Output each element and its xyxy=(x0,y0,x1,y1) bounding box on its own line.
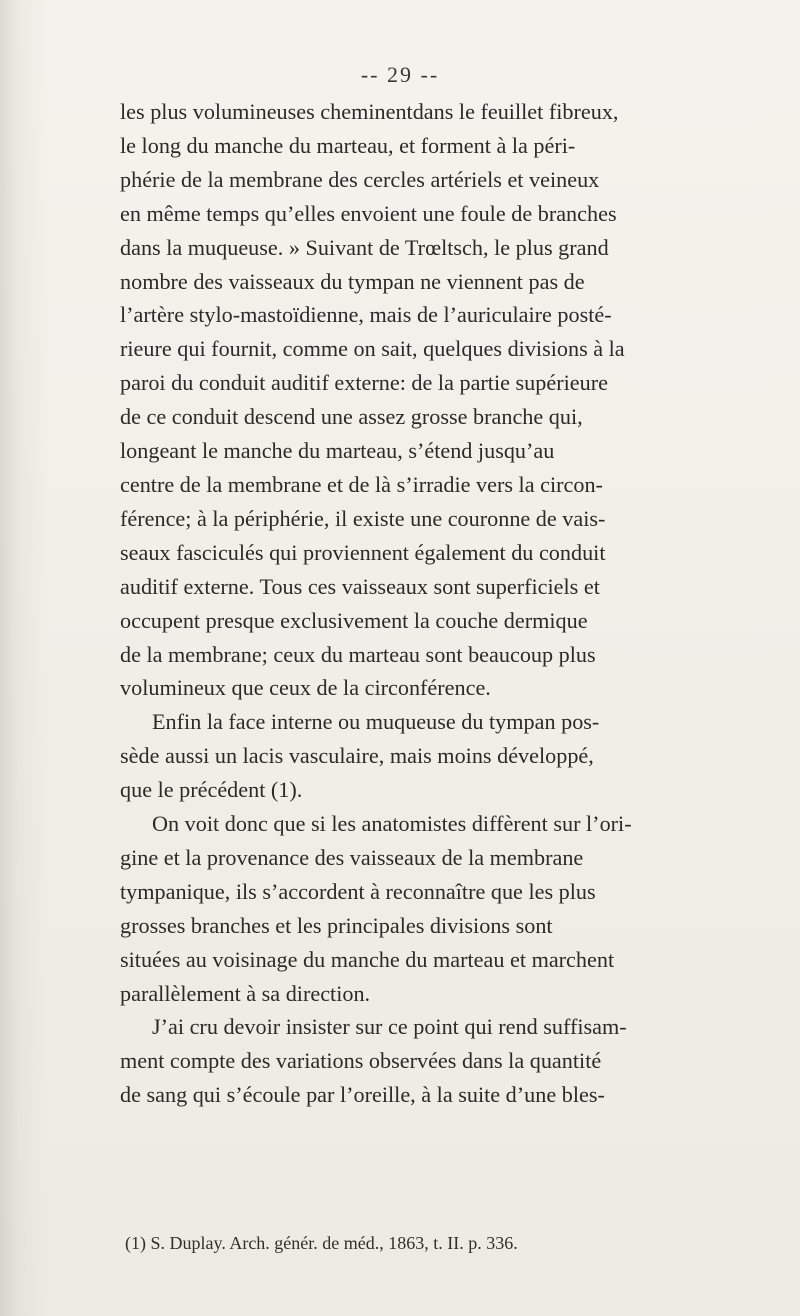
text-line: de ce conduit descend une assez grosse branche qui, xyxy=(120,404,583,430)
text-line: de sang qui s’écoule par l’oreille, à la suite d’une bles- xyxy=(120,1082,605,1108)
text-line: centre de la membrane et de là s’irradie vers la circon- xyxy=(120,471,603,497)
text-line: auditif externe. Tous ces vaisseaux sont superficiels et xyxy=(120,573,600,599)
paragraph-start-line: Enfin la face interne ou muqueuse du tympan pos- xyxy=(152,709,600,735)
text-line: longeant le manche du marteau, s’étend jusqu’au xyxy=(120,438,555,464)
text-line: rieure qui fournit, comme on sait, quelques divisions à la xyxy=(120,336,625,362)
text-line: le long du manche du marteau, et forment à la péri- xyxy=(120,132,576,158)
text-line: nombre des vaisseaux du tympan ne viennent pas de xyxy=(120,268,585,294)
text-line: tympanique, ils s’accordent à reconnaître que les plus xyxy=(120,878,596,904)
text-line: dans la muqueuse. » Suivant de Trœltsch, le plus grand xyxy=(120,234,609,260)
footnote: (1) S. Duplay. Arch. génér. de méd., 1863, t. II. p. 336. xyxy=(125,1233,518,1253)
text-line: situées au voisinage du manche du marteau et marchent xyxy=(120,946,615,972)
text-line: sède aussi un lacis vasculaire, mais moins développé, xyxy=(120,743,594,769)
text-line: en même temps qu’elles envoient une foule de branches xyxy=(120,200,617,226)
text-line: ment compte des variations observées dans la quantité xyxy=(120,1048,602,1074)
text-line: grosses branches et les principales divisions sont xyxy=(120,912,553,938)
text-line: phérie de la membrane des cercles artériels et veineux xyxy=(120,166,600,192)
text-line: que le précédent (1). xyxy=(120,777,303,803)
paragraph-start-line: On voit donc que si les anatomistes diffèrent sur l’ori- xyxy=(152,811,632,837)
text-line: parallèlement à sa direction. xyxy=(120,980,371,1006)
text-line: occupent presque exclusivement la couche dermique xyxy=(120,607,588,633)
text-line: férence; à la périphérie, il existe une couronne de vais- xyxy=(120,505,606,531)
text-line: les plus volumineuses cheminentdans le feuillet fibreux, xyxy=(120,99,619,124)
main-text xyxy=(120,95,723,1112)
text-line: volumineux que ceux de la circonférence. xyxy=(120,675,491,701)
text-line: seaux fasciculés qui proviennent également du conduit xyxy=(120,539,606,565)
page-number: -- 29 -- xyxy=(360,62,440,87)
text-line: paroi du conduit auditif externe: de la partie supérieure xyxy=(120,370,608,396)
text-line: de la membrane; ceux du marteau sont beaucoup plus xyxy=(120,641,596,667)
text-line: l’artère stylo-mastoïdienne, mais de l’auriculaire posté- xyxy=(120,302,612,328)
text-line: gine et la provenance des vaisseaux de la membrane xyxy=(120,844,584,870)
paragraph-start-line: J’ai cru devoir insister sur ce point qui rend suffisam- xyxy=(152,1014,627,1040)
